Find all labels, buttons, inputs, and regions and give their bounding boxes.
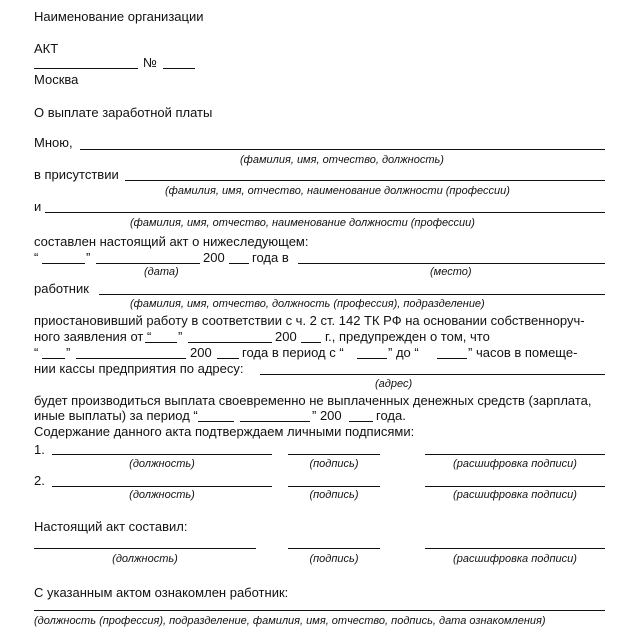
confirm-text: Содержание данного акта подтверждаем личными подписями:: [34, 424, 415, 439]
document-type: АКТ: [34, 41, 59, 56]
application-day-line[interactable]: [145, 342, 177, 343]
para1-line3-f: ” часов в помеще-: [468, 345, 578, 360]
para1-line4: нии кассы предприятия по адресу:: [34, 361, 244, 376]
acquainted-line[interactable]: [34, 610, 605, 611]
act-date-line[interactable]: [34, 68, 138, 69]
period-month-line[interactable]: [240, 421, 310, 422]
city: Москва: [34, 72, 79, 87]
para2-line2-a: иные выплаты) за период “: [34, 408, 198, 423]
compiler-caption-decoding: (расшифровка подписи): [453, 553, 577, 565]
para2-line2-b: ” 200: [312, 408, 342, 423]
pay-day-line[interactable]: [42, 358, 65, 359]
signer-1-signature-line[interactable]: [288, 454, 380, 455]
para1-line3-a: “: [34, 345, 39, 360]
place-line[interactable]: [298, 263, 605, 264]
caption-final: (должность (профессия), подразделение, фамилия, имя, отчество, подпись, дата ознакомления): [34, 615, 546, 627]
para1-line2-d: г., предупрежден о том, что: [325, 329, 490, 344]
para1-line3-c: 200: [190, 345, 212, 360]
para1-line3-e: ” до “: [388, 345, 419, 360]
organization-name: Наименование организации: [34, 9, 204, 24]
by-me-label: Мною,: [34, 135, 73, 150]
day-line[interactable]: [42, 263, 85, 264]
period-year-line[interactable]: [349, 421, 373, 422]
application-year-line[interactable]: [301, 342, 321, 343]
address-line[interactable]: [260, 374, 605, 375]
time-from-line[interactable]: [357, 358, 387, 359]
worker-line[interactable]: [99, 294, 605, 295]
caption-place: (место): [430, 266, 472, 278]
time-to-line[interactable]: [437, 358, 467, 359]
para1-line1: приостановивший работу в соответствии с ч. 2 ст. 142 ТК РФ на основании собственноруч-: [34, 313, 585, 328]
quote-open: “: [34, 250, 39, 265]
para1-line2-a: ного заявления от “: [34, 329, 152, 344]
month-line[interactable]: [96, 263, 200, 264]
caption-worker: (фамилия, имя, отчество, должность (профессия), подразделение): [130, 298, 485, 310]
signer-2-caption-decoding: (расшифровка подписи): [453, 489, 577, 501]
year-suffix: года в: [252, 250, 289, 265]
para2-line1: будет производиться выплата своевременно не выплаченных денежных средств (зарплата,: [34, 393, 592, 408]
subject: О выплате заработной платы: [34, 105, 213, 120]
year-prefix: 200: [203, 250, 225, 265]
para1-line2-b: ”: [178, 329, 183, 344]
caption-fio-profession: (фамилия, имя, отчество, наименование должности (профессии): [165, 185, 510, 197]
in-presence-line[interactable]: [125, 180, 605, 181]
signer-1-decoding-line[interactable]: [425, 454, 605, 455]
signer-1-caption-decoding: (расшифровка подписи): [453, 458, 577, 470]
compiled-by-label: Настоящий акт составил:: [34, 519, 188, 534]
signer-2-decoding-line[interactable]: [425, 486, 605, 487]
worker-label: работник: [34, 281, 89, 296]
signer-1-caption-position: (должность): [129, 458, 195, 470]
para1-line3-d: года в период с “: [242, 345, 344, 360]
act-intro: составлен настоящий акт о нижеследующем:: [34, 234, 309, 249]
compiler-caption-position: (должность): [112, 553, 178, 565]
in-presence-label: в присутствии: [34, 167, 119, 182]
para2-line2-c: года.: [376, 408, 406, 423]
number-label: №: [143, 55, 157, 70]
caption-fio-profession-2: (фамилия, имя, отчество, наименование должности (профессии): [130, 217, 475, 229]
signer-2-number: 2.: [34, 473, 45, 488]
acquainted-label: С указанным актом ознакомлен работник:: [34, 585, 289, 600]
application-month-line[interactable]: [188, 342, 272, 343]
year-line[interactable]: [229, 263, 249, 264]
period-day-line[interactable]: [198, 421, 234, 422]
signer-2-position-line[interactable]: [52, 486, 272, 487]
caption-address: (адрес): [375, 378, 413, 390]
para1-line3-b: ”: [66, 345, 71, 360]
quote-close: ”: [86, 250, 91, 265]
compiler-decoding-line[interactable]: [425, 548, 605, 549]
para1-line2-c: 200: [275, 329, 297, 344]
signer-1-position-line[interactable]: [52, 454, 272, 455]
caption-fio-position: (фамилия, имя, отчество, должность): [240, 154, 444, 166]
signer-1-number: 1.: [34, 442, 45, 457]
caption-date: (дата): [144, 266, 179, 278]
act-number-line[interactable]: [163, 68, 195, 69]
signer-2-signature-line[interactable]: [288, 486, 380, 487]
compiler-signature-line[interactable]: [288, 548, 380, 549]
and-label: и: [34, 199, 42, 214]
signer-2-caption-position: (должность): [129, 489, 195, 501]
and-line[interactable]: [45, 212, 605, 213]
signer-2-caption-signature: (подпись): [309, 489, 359, 501]
pay-month-line[interactable]: [76, 358, 186, 359]
signer-1-caption-signature: (подпись): [309, 458, 359, 470]
compiler-caption-signature: (подпись): [309, 553, 359, 565]
pay-year-line[interactable]: [217, 358, 239, 359]
compiler-position-line[interactable]: [34, 548, 256, 549]
by-me-line[interactable]: [80, 149, 605, 150]
